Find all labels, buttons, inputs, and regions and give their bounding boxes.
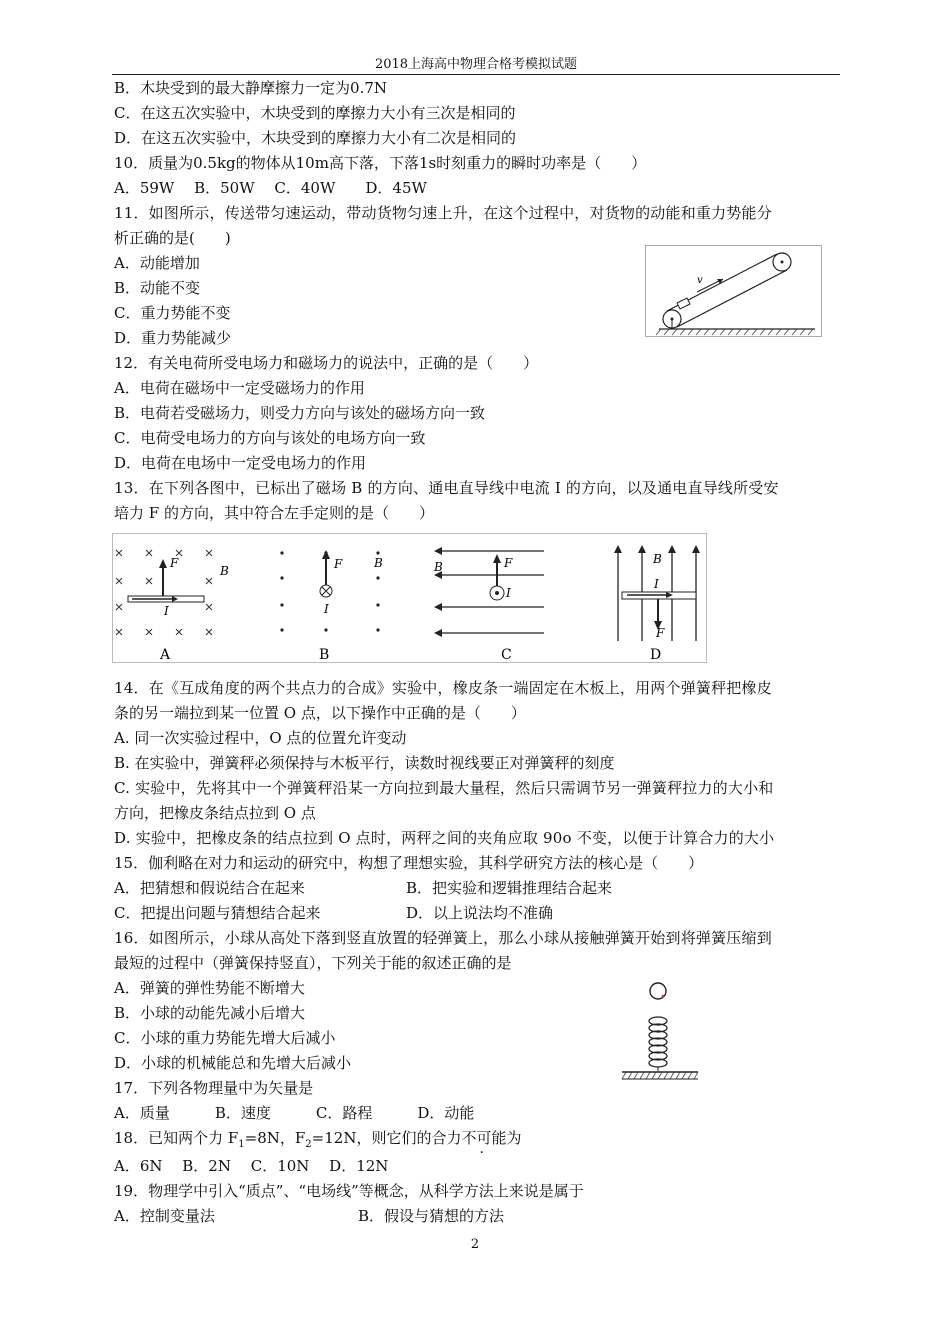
q16-option-a: A．弹簧的弹性势能不断增大 — [114, 979, 305, 997]
q12-option-d: D．电荷在电场中一定受电场力的作用 — [114, 454, 367, 472]
q15-option-d: D．以上说法均不准确 — [406, 904, 554, 922]
q9-option-d: D．在这五次实验中，木块受到的摩擦力大小有二次是相同的 — [114, 129, 517, 147]
page-header: 2018上海高中物理合格考模拟试题 — [112, 53, 840, 75]
q13-stem-line2: 培力 F 的方向，其中符合左手定则的是（ ） — [114, 504, 434, 522]
velocity-label: v — [697, 275, 703, 286]
q14-option-d: D. 实验中，把橡皮条的结点拉到 O 点时，两秤之间的夹角应取 90o 不变，以便于计算合力的大小 — [114, 829, 775, 847]
panel-d-i-label: I — [654, 577, 659, 591]
panel-a-f-label: F — [170, 556, 179, 570]
panel-b-label: B — [319, 647, 330, 663]
q9-option-c: C．在这五次实验中，木块受到的摩擦力大小有三次是相同的 — [114, 104, 516, 122]
q18-sub-1: 1 — [238, 1139, 245, 1150]
q14-option-c-line1: C. 实验中，先将其中一个弹簧秤沿某一方向拉到最大量程，然后只需调节另一弹簧秤拉力的大小和 — [114, 779, 774, 797]
q18-text-3: =12N，则它们的合力 — [311, 1129, 462, 1147]
q16-option-b: B．小球的动能先减小后增大 — [114, 1004, 306, 1022]
q18-text-1: 18．已知两个力 F — [114, 1129, 239, 1147]
panel-d-label: D — [650, 647, 662, 663]
panel-b-f-label: F — [334, 557, 343, 571]
q11-option-c: C．重力势能不变 — [114, 304, 231, 322]
q14-stem-line1: 14．在《互成角度的两个共点力的合成》实验中，橡皮条一端固定在木板上，用两个弹簧秤把橡皮 — [114, 679, 772, 697]
conveyor-belt-figure — [645, 245, 822, 337]
q14-option-a: A. 同一次实验过程中，O 点的位置允许变动 — [114, 729, 407, 747]
q19-option-a: A．控制变量法 — [114, 1207, 215, 1225]
q16-stem-line2: 最短的过程中（弹簧保持竖直），下列关于能的叙述正确的是 — [114, 954, 512, 972]
q17-options: A．质量 B．速度 C．路程 D．动能 — [114, 1104, 475, 1122]
q11-option-a: A．动能增加 — [114, 254, 200, 272]
left-hand-rule-figure — [112, 533, 707, 663]
q13-stem-line1: 13．在下列各图中，已标出了磁场 B 的方向、通电直导线中电流 I 的方向，以及通电直导线所受安 — [114, 479, 779, 497]
q18-sub-2: 2 — [305, 1139, 312, 1150]
panel-b-i-label: I — [324, 602, 329, 616]
q15-stem: 15．伽利略在对力和运动的研究中，构想了理想实验，其科学研究方法的核心是（ ） — [114, 854, 704, 872]
q19-stem: 19．物理学中引入“质点”、“电场线”等概念，从科学方法上来说是属于 — [114, 1182, 584, 1200]
panel-c-label: C — [501, 647, 512, 663]
q18-text-4: 为 — [506, 1129, 522, 1147]
q15-option-c: C．把提出问题与猜想结合起来 — [114, 904, 321, 922]
q18-stem — [114, 1128, 521, 1155]
q15-option-a: A．把猜想和假说结合在起来 — [114, 879, 305, 897]
q14-stem-line2: 条的另一端拉到某一位置 O 点，以下操作中正确的是（ ） — [114, 704, 526, 722]
q16-option-d: D．小球的机械能总和先增大后减小 — [114, 1054, 352, 1072]
panel-d-b-label: B — [653, 552, 662, 566]
q11-stem-line2: 析正确的是( ) — [114, 229, 231, 247]
panel-a-b-label: B — [220, 564, 229, 578]
q16-stem-line1: 16．如图所示，小球从高处下落到竖直放置的轻弹簧上，那么小球从接触弹簧开始到将弹簧压缩到 — [114, 929, 772, 947]
q16-option-c: C．小球的重力势能先增大后减小 — [114, 1029, 336, 1047]
spring — [649, 1017, 667, 1067]
panel-a-i-label: I — [164, 604, 169, 618]
panel-c-b-label: B — [434, 560, 443, 574]
q17-stem: 17．下列各物理量中为矢量是 — [114, 1079, 314, 1097]
panel-c-f-label: F — [504, 556, 513, 570]
page-number: 2 — [470, 1237, 480, 1252]
ball-spring-figure — [620, 975, 700, 1087]
q11-option-d: D．重力势能减少 — [114, 329, 232, 347]
q18-text-2: =8N，F — [244, 1129, 306, 1147]
panel-d-f-label: F — [656, 626, 665, 640]
q11-option-b: B．动能不变 — [114, 279, 201, 297]
q18-emphasis: 不可能 — [461, 1129, 507, 1147]
q14-option-b: B. 在实验中，弹簧秤必须保持与木板平行，读数时视线要正对弹簧秤的刻度 — [114, 754, 615, 772]
q19-option-b: B．假设与猜想的方法 — [358, 1207, 505, 1225]
q15-option-b: B．把实验和逻辑推理结合起来 — [406, 879, 613, 897]
panel-a-label: A — [160, 647, 171, 663]
q11-stem-line1: 11．如图所示，传送带匀速运动，带动货物匀速上升，在这个过程中，对货物的动能和重力势能分 — [114, 204, 772, 222]
q12-option-a: A．电荷在磁场中一定受磁场力的作用 — [114, 379, 365, 397]
q10-stem: 10．质量为0.5kg的物体从10m高下落，下落1s时刻重力的瞬时功率是（ ） — [114, 154, 647, 172]
q10-options: A．59W B．50W C．40W D．45W — [114, 179, 427, 197]
q12-stem: 12．有关电荷所受电场力和磁场力的说法中，正确的是（ ） — [114, 354, 539, 372]
panel-b-b-label: B — [374, 556, 383, 570]
q12-option-b: B．电荷若受磁场力，则受力方向与该处的磁场方向一致 — [114, 404, 486, 422]
panel-c-i-label: I — [506, 586, 511, 600]
q14-option-c-line2: 方向，把橡皮条结点拉到 O 点 — [114, 804, 316, 822]
q9-option-b: B．木块受到的最大静摩擦力一定为0.7N — [114, 79, 388, 97]
q12-option-c: C．电荷受电场力的方向与该处的电场方向一致 — [114, 429, 426, 447]
q18-options: A．6N B．2N C．10N D．12N — [114, 1157, 389, 1175]
